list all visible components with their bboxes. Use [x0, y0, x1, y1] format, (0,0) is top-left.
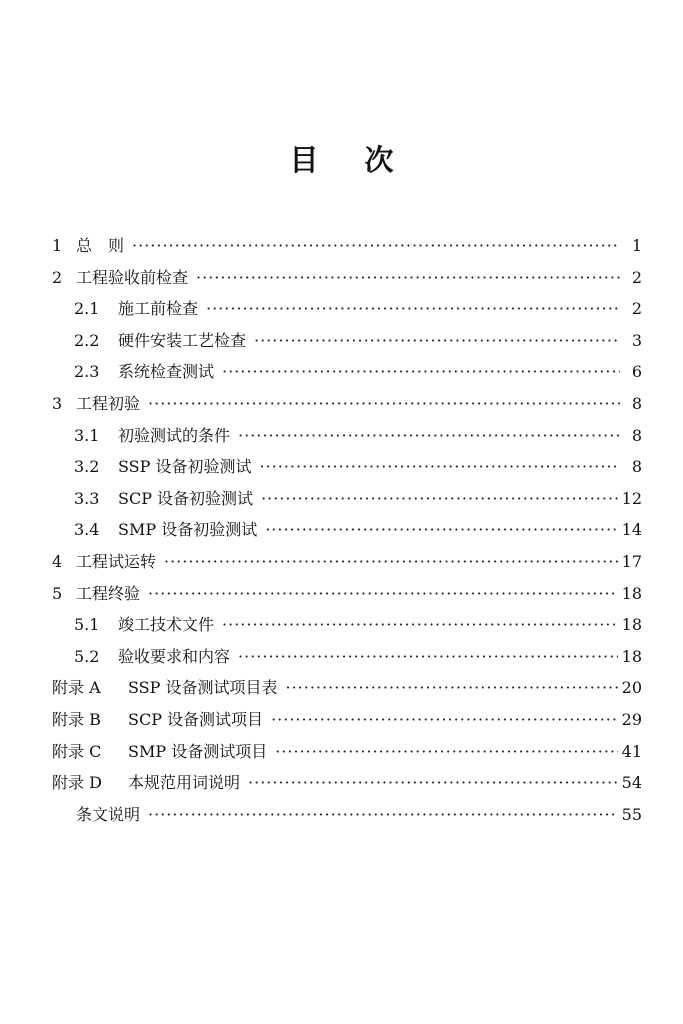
- toc-entry-page-number: 2: [631, 299, 642, 319]
- dot-leader: [260, 457, 621, 476]
- toc-entry-page-number: 14: [621, 520, 642, 540]
- toc-entry[interactable]: [52, 486, 642, 518]
- toc-entry-number: 5.2: [74, 646, 100, 666]
- toc-entry-page-number: 12: [621, 488, 642, 508]
- toc-entry[interactable]: [52, 296, 642, 328]
- dot-leader: [132, 236, 620, 255]
- toc-entry[interactable]: [52, 675, 642, 707]
- dot-leader: [248, 773, 618, 792]
- toc-entry-page-number: 29: [621, 709, 642, 729]
- toc-entry-page-number: 55: [621, 804, 642, 824]
- toc-entry[interactable]: [52, 359, 642, 391]
- toc-entry-title: 条文说明: [76, 804, 141, 824]
- toc-entry-number: 5: [52, 583, 63, 603]
- dot-leader: [222, 362, 620, 381]
- toc-entry-page-number: 8: [631, 393, 642, 413]
- toc-entry-page-number: 18: [621, 583, 642, 603]
- dot-leader: [206, 299, 620, 318]
- toc-entry[interactable]: [52, 328, 642, 360]
- toc-entry-title: SMP 设备初验测试: [118, 520, 258, 540]
- dot-leader: [148, 584, 618, 603]
- dot-leader: [265, 520, 617, 539]
- toc-entry-title: SCP 设备测试项目: [128, 709, 264, 729]
- dot-leader: [254, 331, 620, 350]
- toc-entry-number: 附录 D: [52, 773, 102, 793]
- dot-leader: [261, 489, 618, 508]
- toc-entry-number: 附录 C: [52, 741, 102, 761]
- dot-leader: [275, 742, 617, 761]
- dot-leader: [196, 268, 620, 287]
- toc-entry-title: SMP 设备测试项目: [128, 741, 268, 761]
- toc-entry-title: 系统检查测试: [118, 362, 215, 382]
- dot-leader: [164, 552, 618, 571]
- toc-entry-number: 2.3: [74, 362, 100, 382]
- toc-entry-number: 3.2: [74, 457, 100, 477]
- dot-leader: [222, 615, 618, 634]
- toc-entry[interactable]: [52, 517, 642, 549]
- toc-entry-number: 1: [52, 236, 63, 255]
- page-title: 目 次: [289, 143, 412, 177]
- toc-entry-title: 硬件安装工艺检查: [118, 330, 247, 350]
- toc-entry[interactable]: [52, 581, 642, 613]
- toc-entry-title: SSP 设备测试项目表: [128, 678, 278, 698]
- toc-entry-number: 附录 A: [52, 678, 101, 698]
- toc-entry[interactable]: [52, 770, 642, 802]
- toc-entry-page-number: 17: [621, 551, 642, 571]
- toc-entry[interactable]: [52, 802, 642, 834]
- toc-entry-title: 工程初验: [76, 393, 141, 413]
- toc-entry-title: 施工前检查: [118, 299, 199, 319]
- toc-entry[interactable]: [52, 612, 642, 644]
- toc-entry-number: 3.3: [74, 488, 100, 508]
- toc-entry-number: 3.1: [74, 425, 100, 445]
- toc-entry-title: 验收要求和内容: [118, 646, 231, 666]
- toc-entry-page-number: 2: [631, 267, 642, 287]
- toc-entry-number: 4: [52, 551, 63, 571]
- toc-entry[interactable]: [52, 707, 642, 739]
- toc-entry[interactable]: [52, 549, 642, 581]
- dot-leader: [271, 710, 618, 729]
- toc-entry-number: 3: [52, 393, 63, 413]
- toc-entry-title: 工程试运转: [76, 551, 157, 571]
- toc-entry-page-number: 54: [621, 773, 642, 793]
- toc-entry-title: 竣工技术文件: [118, 615, 215, 635]
- toc-entry[interactable]: [52, 454, 642, 486]
- toc-entry-title: 工程验收前检查: [76, 267, 189, 287]
- dot-leader: [148, 394, 620, 413]
- toc-entry-page-number: 1: [631, 236, 642, 255]
- toc-entry-title: 总 则: [76, 236, 125, 255]
- dot-leader: [286, 678, 618, 697]
- toc-entry-page-number: 6: [631, 362, 642, 382]
- toc-entry[interactable]: [52, 644, 642, 676]
- toc-entry-page-number: 18: [621, 615, 642, 635]
- toc-entry-title: SSP 设备初验测试: [118, 457, 252, 477]
- table-of-contents: [52, 233, 642, 833]
- toc-entry-page-number: 41: [621, 741, 642, 761]
- toc-entry[interactable]: [52, 423, 642, 455]
- toc-entry-number: 附录 B: [52, 709, 101, 729]
- dot-leader: [148, 805, 618, 824]
- toc-entry-number: 2.1: [74, 299, 100, 319]
- toc-entry-title: 本规范用词说明: [128, 773, 241, 793]
- toc-entry-title: 工程终验: [76, 583, 141, 603]
- toc-entry-title: 初验测试的条件: [118, 425, 231, 445]
- toc-entry-page-number: 8: [631, 425, 642, 445]
- toc-entry-number: 2.2: [74, 330, 100, 350]
- toc-entry-page-number: 20: [621, 678, 642, 698]
- toc-entry[interactable]: [52, 391, 642, 423]
- toc-entry-page-number: 18: [621, 646, 642, 666]
- toc-entry[interactable]: [52, 233, 642, 265]
- toc-entry-title: SCP 设备初验测试: [118, 488, 254, 508]
- toc-entry-number: 2: [52, 267, 63, 287]
- toc-entry[interactable]: [52, 739, 642, 771]
- toc-entry-number: 3.4: [74, 520, 100, 540]
- toc-entry-page-number: 3: [631, 330, 642, 350]
- dot-leader: [238, 647, 618, 666]
- toc-entry-page-number: 8: [631, 457, 642, 477]
- toc-entry[interactable]: [52, 265, 642, 297]
- dot-leader: [238, 426, 620, 445]
- toc-entry-number: 5.1: [74, 615, 100, 635]
